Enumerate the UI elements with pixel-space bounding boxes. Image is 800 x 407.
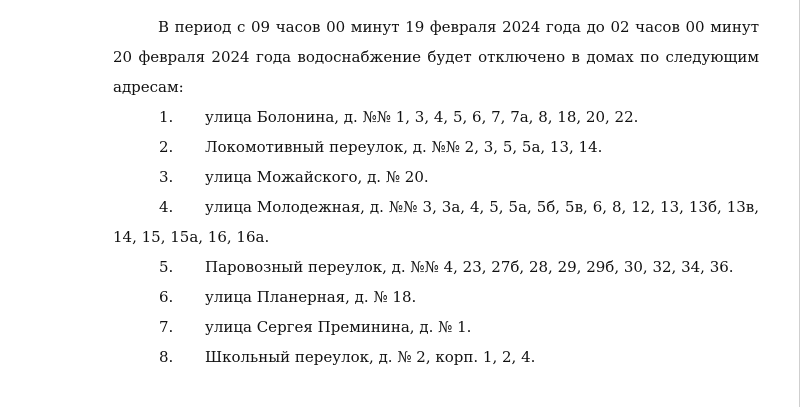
list-item-text: Локомотивный переулок, д. №№ 2, 3, 5, 5а, 13, 14. — [205, 138, 603, 156]
list-item-text: улица Молодежная, д. №№ 3, 3а, 4, 5, 5а, 5б, 5в, 6, 8, 12, 13, 13б, 13в, 14, 15, 15а, 16, 16а. — [113, 198, 759, 246]
list-item — [113, 132, 759, 162]
list-item-number: 2. — [159, 138, 174, 156]
list-item-text: Школьный переулок, д. № 2, корп. 1, 2, 4. — [205, 348, 536, 366]
list-item-number: 8. — [159, 348, 174, 366]
intro-paragraph: В период с 09 часов 00 минут 19 февраля 2024 года до 02 часов 00 минут 20 февраля 2024 года водоснабжение будет отключено в домах по следующим адресам: — [113, 18, 759, 96]
list-item-text: улица Можайского, д. № 20. — [205, 168, 429, 186]
list-item — [113, 192, 759, 252]
list-item-number: 1. — [159, 108, 174, 126]
address-list — [113, 102, 759, 372]
list-item-text: Паровозный переулок, д. №№ 4, 23, 27б, 28, 29, 29б, 30, 32, 34, 36. — [205, 258, 734, 276]
list-item-text: улица Болонина, д. №№ 1, 3, 4, 5, 6, 7, 7а, 8, 18, 20, 22. — [205, 108, 639, 126]
list-item-number: 6. — [159, 288, 174, 306]
list-item — [113, 282, 759, 312]
list-item — [113, 342, 759, 372]
list-item-text: улица Планерная, д. № 18. — [205, 288, 417, 306]
list-item-text: улица Сергея Преминина, д. № 1. — [205, 318, 472, 336]
list-item-number: 4. — [159, 198, 174, 216]
list-item-number: 5. — [159, 258, 174, 276]
document-body — [113, 12, 759, 372]
list-item — [113, 312, 759, 342]
list-item — [113, 102, 759, 132]
list-item-number: 3. — [159, 168, 174, 186]
list-item — [113, 162, 759, 192]
list-item-number: 7. — [159, 318, 174, 336]
list-item — [113, 252, 759, 282]
